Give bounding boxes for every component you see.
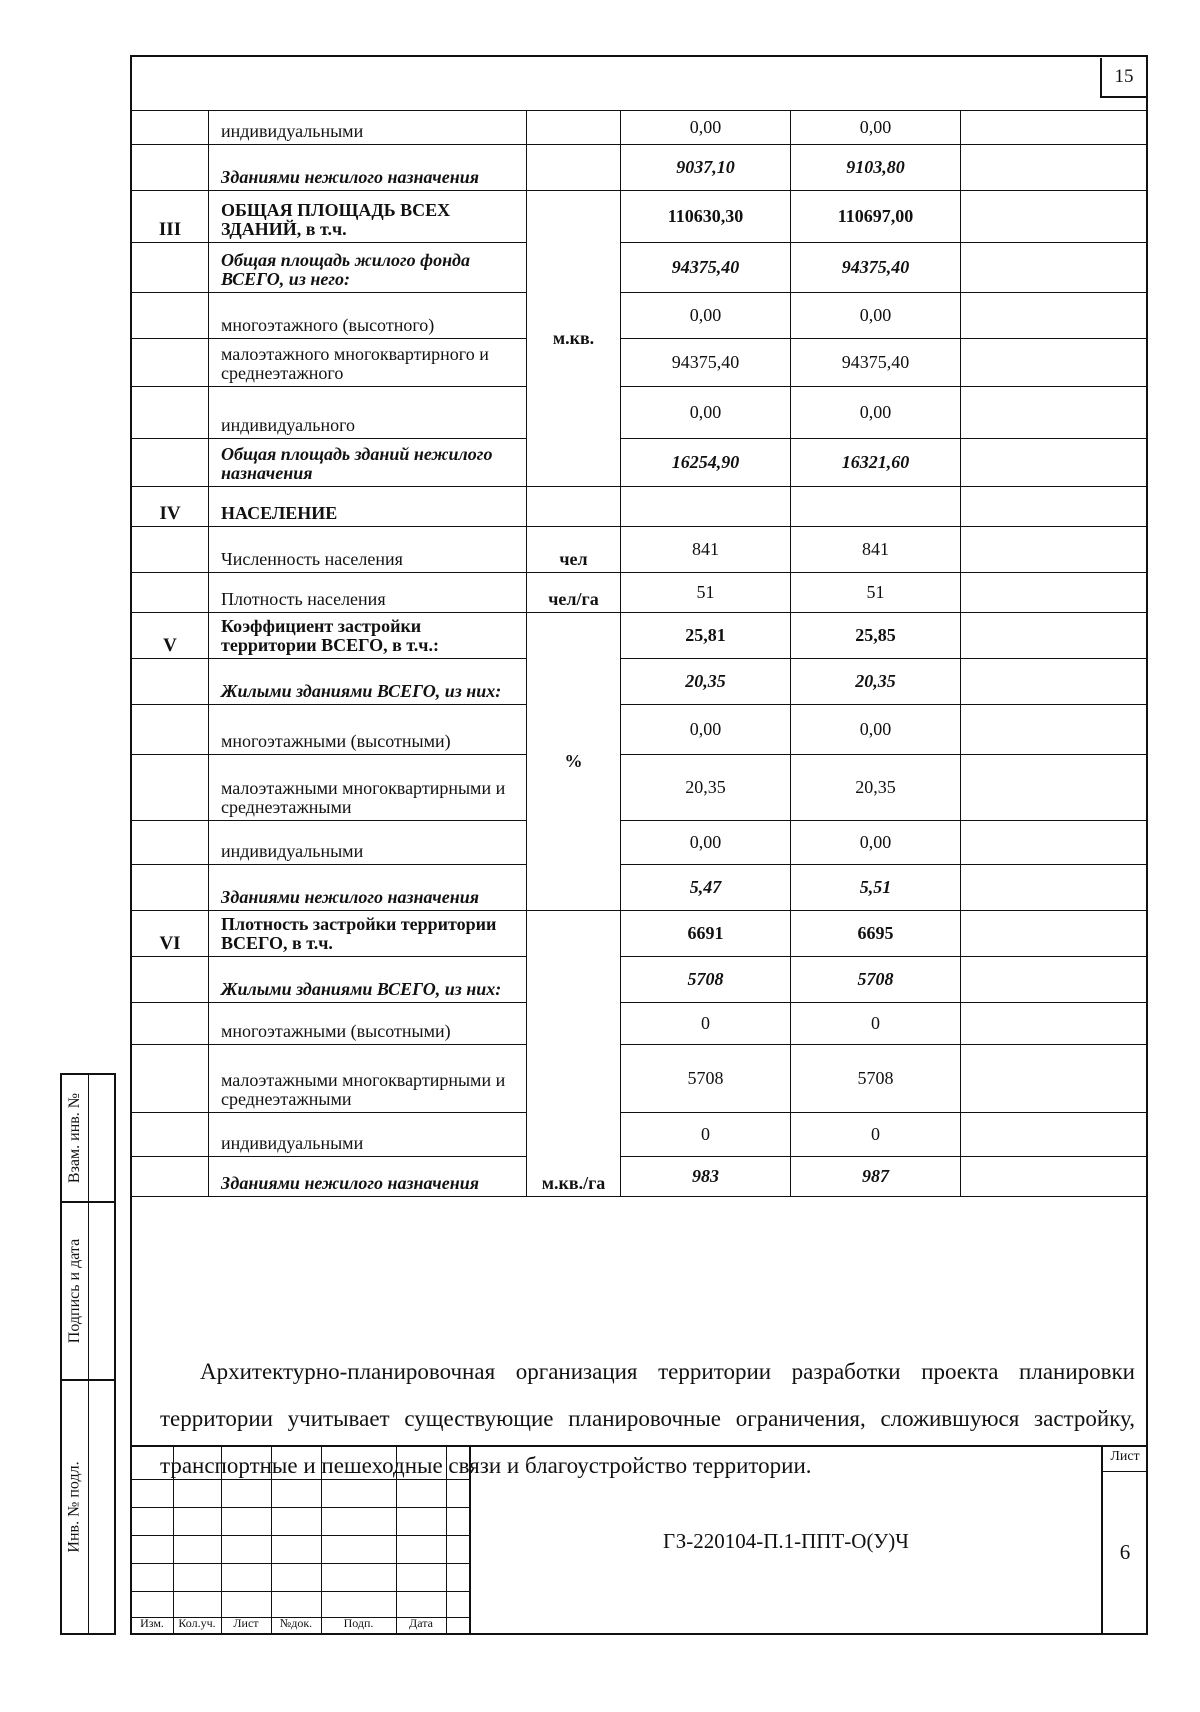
value-text: 987 (862, 1166, 889, 1186)
notes-cell (961, 1113, 1148, 1157)
row-label-text: Жилыми зданиями ВСЕГО, из них: (221, 979, 502, 999)
value-text: 94375,40 (671, 257, 740, 277)
row-label-text: НАСЕЛЕНИЕ (221, 503, 338, 523)
notes-cell (961, 705, 1148, 755)
value-design (791, 911, 961, 957)
document-code: ГЗ-220104-П.1-ППТ-О(У)Ч (471, 1445, 1101, 1635)
table-row (132, 487, 1148, 527)
section-number: V (132, 613, 209, 659)
row-label-text: Плотность населения (221, 589, 386, 609)
value-text: 94375,40 (841, 257, 910, 277)
value-text: 51 (696, 582, 715, 602)
revision-label: Лист (233, 1616, 259, 1630)
row-label (209, 1157, 527, 1197)
value-existing (621, 705, 791, 755)
notes-cell (961, 1045, 1148, 1113)
unit-cell (527, 487, 621, 527)
row-label-text: Зданиями нежилого назначения (221, 167, 479, 187)
notes-cell (961, 487, 1148, 527)
row-label (209, 573, 527, 613)
value-text: 6695 (857, 923, 894, 943)
value-design (791, 755, 961, 821)
value-existing (621, 865, 791, 911)
table-row (132, 573, 1148, 613)
notes-cell (961, 865, 1148, 911)
row-label-text: Плотность застройки территории ВСЕГО, в т.ч. (221, 914, 497, 953)
value-text: 983 (692, 1166, 719, 1186)
section-number (132, 821, 209, 865)
section-number (132, 293, 209, 339)
row-label (209, 865, 527, 911)
row-label-text: Общая площадь жилого фонда ВСЕГО, из него: (221, 250, 470, 289)
table-row (132, 243, 1148, 293)
revision-label: Кол.уч. (178, 1616, 216, 1630)
section-number (132, 527, 209, 573)
notes-cell (961, 111, 1148, 145)
sheet-number: 6 (1119, 1539, 1131, 1564)
notes-cell (961, 1157, 1148, 1197)
table-row (132, 387, 1148, 439)
section-number: III (132, 191, 209, 243)
value-design (791, 439, 961, 487)
value-design (791, 339, 961, 387)
value-text: 9037,10 (676, 157, 735, 177)
value-design (791, 865, 961, 911)
body-paragraph: Архитектурно-планировочная организация территории разработки проекта планировки территории учитывает существующие планировочные ограничения, сложившуюся застройку, транспортные и пешеходные связи и благоустройство территории. (160, 1359, 1135, 1478)
indicators-table (131, 110, 1148, 1197)
section-number (132, 387, 209, 439)
sheet-label: Лист (1110, 1449, 1140, 1464)
row-label (209, 1045, 527, 1113)
unit-cell (527, 145, 621, 191)
row-label-text: многоэтажными (высотными) (221, 1021, 451, 1041)
value-design (791, 191, 961, 243)
row-label-text: многоэтажного (высотного) (221, 315, 435, 335)
row-label (209, 659, 527, 705)
section-number (132, 1113, 209, 1157)
table-row (132, 439, 1148, 487)
value-existing (621, 111, 791, 145)
row-label (209, 111, 527, 145)
row-label-text: индивидуальными (221, 841, 364, 861)
table-row (132, 527, 1148, 573)
value-existing (621, 243, 791, 293)
value-text: 0,00 (859, 832, 892, 852)
title-block (131, 1445, 1147, 1633)
section-number (132, 705, 209, 755)
row-label (209, 1003, 527, 1045)
row-label-text: ОБЩАЯ ПЛОЩАДЬ ВСЕХ ЗДАНИЙ, в т.ч. (221, 200, 451, 239)
value-existing (621, 1003, 791, 1045)
row-label (209, 527, 527, 573)
revision-label: Подп. (343, 1616, 374, 1630)
value-text: 25,81 (685, 625, 726, 645)
table-row (132, 339, 1148, 387)
table-row (132, 659, 1148, 705)
row-label-text: индивидуального (221, 415, 356, 435)
row-label-text: индивидуальными (221, 121, 364, 141)
value-text: 0,00 (689, 305, 722, 325)
row-label (209, 387, 527, 439)
stamp-sign-date: Подпись и дата (60, 1203, 116, 1381)
value-text: 110630,30 (667, 206, 744, 226)
value-text: 5,47 (689, 877, 722, 897)
value-text: 110697,00 (837, 206, 914, 226)
unit-cell: м.кв./га (527, 911, 621, 1197)
notes-cell (961, 145, 1148, 191)
revision-label: Изм. (140, 1616, 164, 1630)
value-text: 9103,80 (846, 157, 905, 177)
value-text: 20,35 (685, 671, 726, 691)
value-existing (621, 755, 791, 821)
row-label-text: Зданиями нежилого назначения (221, 887, 479, 907)
section-number (132, 1003, 209, 1045)
row-label (209, 821, 527, 865)
notes-cell (961, 659, 1148, 705)
section-number (132, 659, 209, 705)
value-text: 0,00 (689, 402, 722, 422)
row-label (209, 487, 527, 527)
row-label (209, 339, 527, 387)
value-text: 5708 (687, 969, 724, 989)
revision-label: №док. (279, 1616, 313, 1630)
value-text: 0,00 (859, 402, 892, 422)
value-text: 0 (701, 1013, 710, 1033)
value-text: 20,35 (855, 671, 896, 691)
value-design (791, 145, 961, 191)
value-design (791, 573, 961, 613)
value-design (791, 821, 961, 865)
value-text: 0,00 (859, 305, 892, 325)
value-existing (621, 191, 791, 243)
section-number (132, 573, 209, 613)
table-row (132, 613, 1148, 659)
row-label-text: индивидуальными (221, 1133, 364, 1153)
value-text: 94375,40 (671, 352, 740, 372)
table-row (132, 1113, 1148, 1157)
row-label-text: многоэтажными (высотными) (221, 731, 451, 751)
section-number (132, 1157, 209, 1197)
notes-cell (961, 191, 1148, 243)
value-text: 6691 (687, 923, 724, 943)
page-number: 15 (1100, 58, 1146, 98)
value-text: 5708 (857, 1068, 894, 1088)
value-design (791, 957, 961, 1003)
notes-cell (961, 821, 1148, 865)
unit-cell: % (527, 613, 621, 911)
section-number (132, 439, 209, 487)
notes-cell (961, 387, 1148, 439)
table-row (132, 293, 1148, 339)
section-number: VI (132, 911, 209, 957)
value-design (791, 1113, 961, 1157)
unit-cell (527, 111, 621, 145)
revision-grid (131, 1445, 471, 1633)
section-number (132, 243, 209, 293)
value-text: 16321,60 (841, 452, 910, 472)
value-text: 25,85 (855, 625, 896, 645)
value-text: 0,00 (689, 832, 722, 852)
notes-cell (961, 911, 1148, 957)
unit-cell: чел (527, 527, 621, 573)
section-number (132, 145, 209, 191)
value-design (791, 613, 961, 659)
value-text: 841 (862, 539, 889, 559)
stamp-inv-original: Инв. № подл. (60, 1381, 116, 1635)
value-existing (621, 957, 791, 1003)
notes-cell (961, 339, 1148, 387)
section-number (132, 111, 209, 145)
row-label-text: Общая площадь зданий нежилого назначения (221, 444, 493, 483)
table-row (132, 145, 1148, 191)
value-design (791, 293, 961, 339)
row-label (209, 1113, 527, 1157)
value-existing (621, 527, 791, 573)
value-existing (621, 659, 791, 705)
value-existing (621, 387, 791, 439)
section-number (132, 339, 209, 387)
value-existing (621, 145, 791, 191)
notes-cell (961, 439, 1148, 487)
row-label (209, 243, 527, 293)
stamp-inv-replace: Взам. инв. № (60, 1073, 116, 1203)
value-text: 841 (692, 539, 719, 559)
section-number: IV (132, 487, 209, 527)
row-label-text: Жилыми зданиями ВСЕГО, из них: (221, 681, 502, 701)
section-number (132, 957, 209, 1003)
value-text: 0,00 (859, 117, 892, 137)
value-existing (621, 1045, 791, 1113)
value-text: 5,51 (859, 877, 892, 897)
row-label (209, 911, 527, 957)
table-row (132, 865, 1148, 911)
value-text: 51 (866, 582, 885, 602)
value-text: 16254,90 (671, 452, 740, 472)
value-existing (621, 821, 791, 865)
table-row (132, 755, 1148, 821)
value-existing (621, 1157, 791, 1197)
notes-cell (961, 527, 1148, 573)
value-existing (621, 439, 791, 487)
table-row (132, 911, 1148, 957)
table-row (132, 111, 1148, 145)
notes-cell (961, 293, 1148, 339)
section-number (132, 755, 209, 821)
value-design (791, 705, 961, 755)
notes-cell (961, 957, 1148, 1003)
value-existing (621, 1113, 791, 1157)
row-label-text: малоэтажными многоквартирными и среднеэтажными (221, 778, 506, 817)
value-design (791, 527, 961, 573)
section-number (132, 1045, 209, 1113)
row-label (209, 613, 527, 659)
row-label-text: Зданиями нежилого назначения (221, 1173, 479, 1193)
row-label (209, 293, 527, 339)
value-design (791, 111, 961, 145)
value-design (791, 659, 961, 705)
table-row (132, 191, 1148, 243)
value-existing (621, 339, 791, 387)
table-row (132, 821, 1148, 865)
notes-cell (961, 613, 1148, 659)
notes-cell (961, 243, 1148, 293)
row-label-text: малоэтажного многоквартирного и среднеэтажного (221, 344, 489, 383)
value-existing (621, 613, 791, 659)
value-text: 20,35 (685, 777, 726, 797)
value-text: 94375,40 (841, 352, 910, 372)
sheet-box (1101, 1445, 1147, 1633)
table-row (132, 705, 1148, 755)
table-row (132, 1003, 1148, 1045)
unit-cell: чел/га (527, 573, 621, 613)
row-label (209, 439, 527, 487)
value-text: 0 (701, 1124, 710, 1144)
unit-cell: м.кв. (527, 191, 621, 487)
value-existing (621, 573, 791, 613)
notes-cell (961, 755, 1148, 821)
row-label (209, 705, 527, 755)
value-text: 0,00 (689, 719, 722, 739)
value-existing (621, 487, 791, 527)
row-label-text: малоэтажными многоквартирными и среднеэтажными (221, 1070, 506, 1109)
value-text: 5708 (857, 969, 894, 989)
value-existing (621, 293, 791, 339)
row-label (209, 957, 527, 1003)
row-label (209, 145, 527, 191)
value-text: 0 (871, 1013, 880, 1033)
value-design (791, 1003, 961, 1045)
table-row (132, 1045, 1148, 1113)
value-text: 5708 (687, 1068, 724, 1088)
row-label-text: Численность населения (221, 549, 403, 569)
revision-label: Дата (409, 1616, 433, 1630)
value-design (791, 1157, 961, 1197)
value-text: 0 (871, 1124, 880, 1144)
value-design (791, 1045, 961, 1113)
value-text: 0,00 (689, 117, 722, 137)
table-row (132, 957, 1148, 1003)
notes-cell (961, 573, 1148, 613)
section-number (132, 865, 209, 911)
value-text: 20,35 (855, 777, 896, 797)
notes-cell (961, 1003, 1148, 1045)
value-design (791, 387, 961, 439)
row-label (209, 755, 527, 821)
row-label-text: Коэффициент застройки территории ВСЕГО, в т.ч.: (221, 616, 439, 655)
value-text: 0,00 (859, 719, 892, 739)
value-existing (621, 911, 791, 957)
table-row (132, 1157, 1148, 1197)
value-design (791, 243, 961, 293)
row-label (209, 191, 527, 243)
value-design (791, 487, 961, 527)
